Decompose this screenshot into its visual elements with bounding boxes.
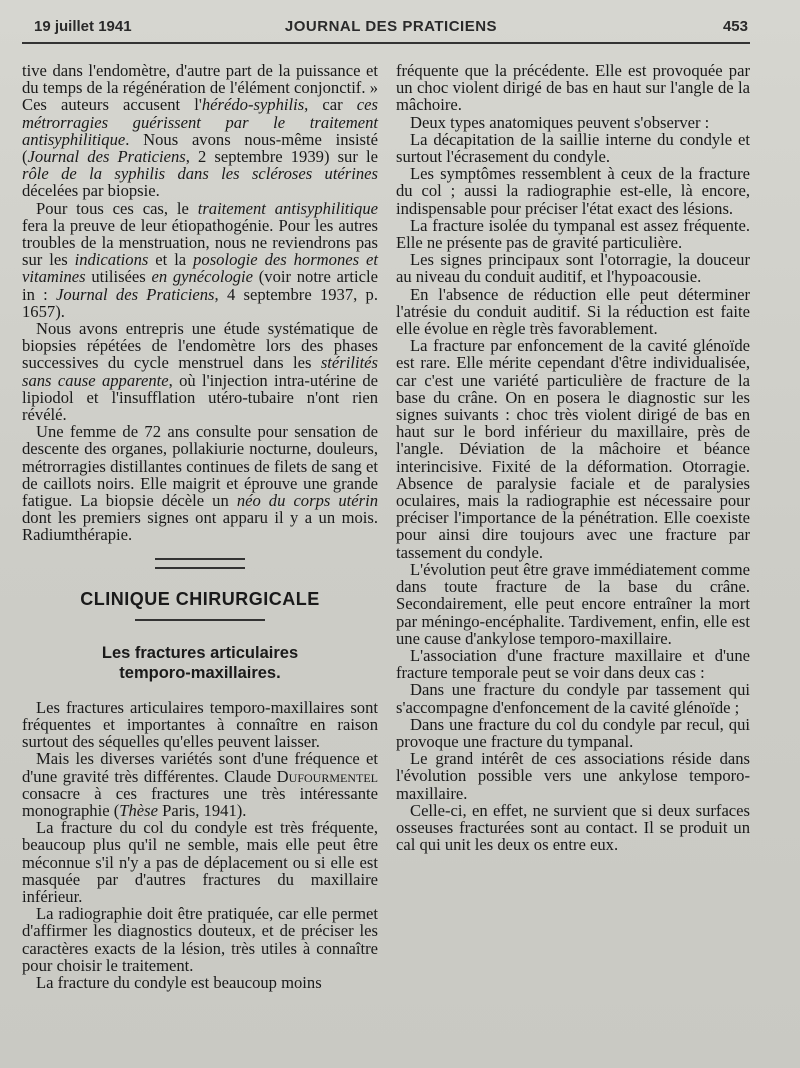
paragraph: fréquente que la précédente. Elle est provoquée par un choc violent dirigé de bas en haut sur l'angle de la mâchoire. — [396, 61, 750, 115]
left-column — [22, 62, 378, 991]
section-separator — [155, 558, 245, 569]
paragraph: Mais les diverses variétés sont d'une fréquence et d'une gravité très différentes. Claude Dufourmentel consacre à ces fractures une très intéressante monographie (Thèse Paris, 1941). — [22, 749, 378, 820]
paragraph: La fracture du condyle est beaucoup moins — [36, 972, 322, 992]
header-rule — [22, 42, 750, 44]
paragraph: Les symptômes ressemblent à ceux de la fracture du col ; aussi la radiographie est-elle, là encore, indispensable pour préciser l'état exact des lésions. — [396, 164, 750, 218]
paragraph: La radiographie doit être pratiquée, car elle permet d'affirmer les diagnostics douteux, et de préciser les caractères exacts de la lésion, très utiles à connaître pour choisir le traitement. — [22, 904, 378, 975]
paragraph: La fracture par enfoncement de la cavité glénoïde est rare. Elle mérite cependant d'être individualisée, car c'est une variété particulière de fracture de la base du crâne. On en posera le diagnostic sur les signes suivants : choc très violent dirigé de bas en haut sur le bord inférieur du maxillaire, près de l'angle. Déviation de la mâchoire et béance interincisive. Fixité de la déformation. Otorragie. Absence de paralysie faciale et de paralysies oculaires, mais la radiographie est nécessaire pour préciser l'importance de la pénétration. Elle coexiste pour ainsi dire toujours avec une fracture par tassement du condyle. — [396, 336, 750, 562]
running-header — [34, 18, 748, 40]
header-journal-name: JOURNAL DES PRATICIENS — [284, 18, 498, 35]
paragraph: Les signes principaux sont l'otorragie, la douceur au niveau du conduit auditif, et l'hypoacousie. — [396, 250, 750, 287]
paragraph: L'évolution peut être grave immédiatement comme dans toute fracture de la base du crâne. Secondairement, elle peut encore entraîner la mort par méningo-encéphalite. Tardivement, enfin, elle est une cause d'ankylose temporo-maxillaire. — [396, 559, 750, 648]
paragraph: Celle-ci, en effet, ne survient que si deux surfaces osseuses fracturées sont au contact. Il se produit un cal qui unit les deux os entre eux. — [396, 800, 750, 855]
header-page-number: 453 — [722, 18, 748, 35]
section-title: CLINIQUE CHIRURGICALE — [80, 588, 320, 609]
article-title: Les fractures articulaires temporo-maxillaires. — [101, 643, 299, 682]
paragraph: Dans une fracture du col du condyle par recul, qui provoque une fracture du tympanal. — [396, 714, 750, 751]
paragraph: Une femme de 72 ans consulte pour sensation de descente des organes, pollakiurie nocturne, douleurs, métrorragies distillantes continues de filets de sang et de caillots noirs. Elle maigrit et éprouve une grande fatigue. La biopsie décèle un néo du corps utérin dont les premiers signes ont apparu il y a un mois. Radiumthérapie. — [22, 422, 378, 545]
paragraph: Le grand intérêt de ces associations réside dans l'évolution possible vers une ankylose temporo-maxillaire. — [396, 749, 750, 803]
paragraph: La décapitation de la saillie interne du condyle et surtout l'écrasement du condyle. — [396, 129, 750, 167]
paragraph: Dans une fracture du condyle par tassement qui s'accompagne d'enfoncement de la cavité glénoïde ; — [396, 680, 750, 717]
paragraph: tive dans l'endomètre, d'autre part de la puissance et du temps de la régénération de l'élément conjonctif. » Ces auteurs accusent l'hérédo-syphilis, car ces métrorragies guérissent par le traitement antisyphilitique. Nous avons nous-même insisté (Journal des Praticiens, 2 septembre 1939) sur le rôle de la syphilis dans les scléroses utérines décelées par biopsie. — [22, 61, 378, 201]
paragraph: En l'absence de réduction elle peut déterminer l'atrésie du conduit auditif. Si la réduction est faite elle évolue en règle très favorablement. — [396, 284, 750, 339]
header-date: 19 juillet 1941 — [34, 18, 132, 35]
author-name: Dufourmentel — [276, 766, 378, 786]
paragraph: Deux types anatomiques peuvent s'observer : — [410, 112, 710, 132]
paragraph: Les fractures articulaires temporo-maxillaires sont fréquentes et importantes à connaître en raison surtout des séquelles qu'elles peuvent laisser. — [22, 697, 378, 752]
right-column — [396, 62, 750, 853]
paragraph: L'association d'une fracture maxillaire et d'une fracture temporale peut se voir dans deux cas : — [396, 645, 750, 683]
paragraph: Pour tous ces cas, le traitement antisyphilitique fera la preuve de leur étiopathogénie. Pour les autres troubles de la menstruation, nous ne reviendrons pas sur les indications et la posologie des hormones et vitamines utilisées en gynécologie (voir notre article in : Journal des Praticiens, 4 septembre 1937, p. 1657). — [22, 198, 378, 321]
paragraph: La fracture isolée du tympanal est assez fréquente. Elle ne présente pas de gravité particulière. — [396, 215, 750, 253]
section-title-rule — [135, 619, 265, 621]
paragraph: Nous avons entrepris une étude systématique de biopsies répétées de l'endomètre lors des phases successives du cycle menstruel dans les stérilités sans cause apparente, où l'injection intra-utérine de lipiodol et l'insufflation utéro-tubaire n'ont rien révélé. — [22, 319, 378, 425]
paragraph: La fracture du col du condyle est très fréquente, beaucoup plus qu'il ne semble, mais elle peut être méconnue s'il n'y a pas de déplacement ou si elle est masquée par d'autres fractures du maxillaire inférieur. — [22, 818, 378, 906]
